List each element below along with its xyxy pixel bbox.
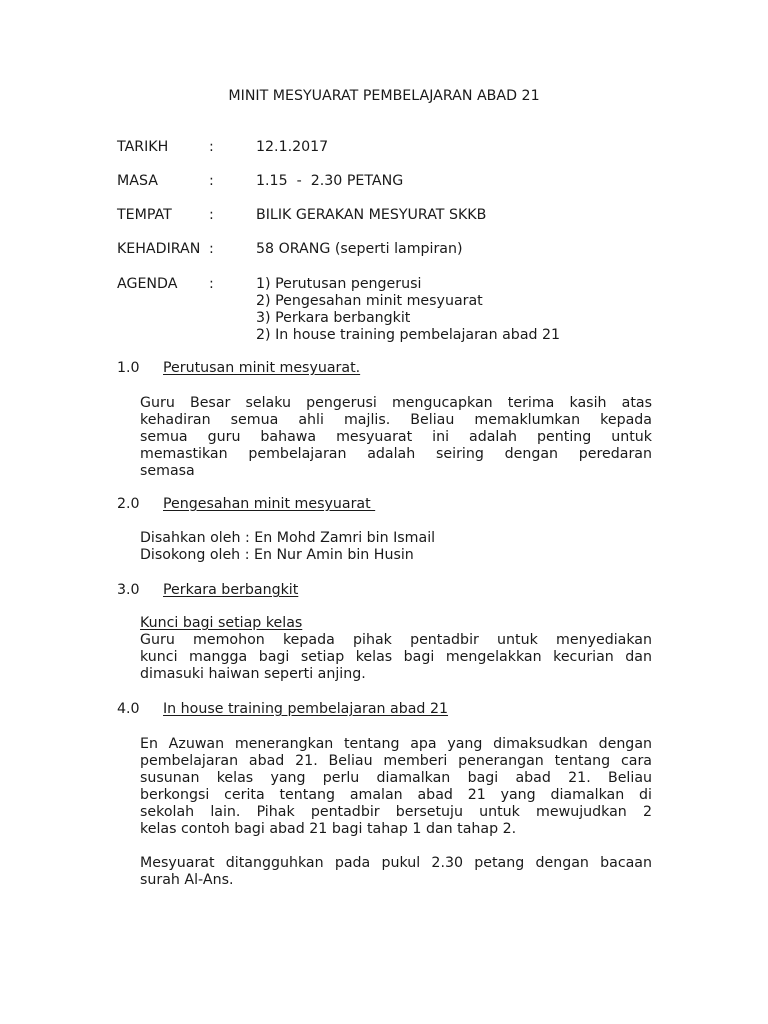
info-value: 1.15 - 2.30 PETANG: [256, 173, 404, 189]
section-number: 1.0: [117, 360, 140, 376]
info-row-tarikh: [117, 139, 677, 156]
paragraph-line: En Azuwan menerangkan tentang apa yang dimaksudkan dengan: [140, 736, 652, 752]
section-title: Perutusan minit mesyuarat.: [163, 360, 361, 376]
section-title: Perkara berbangkit: [163, 582, 299, 598]
info-row-kehadiran: [117, 241, 677, 258]
info-row-tempat: [117, 207, 677, 224]
paragraph-line: kelas contoh bagi abad 21 bagi tahap 1 dan tahap 2.: [140, 821, 517, 837]
info-value: 58 ORANG (seperti lampiran): [256, 241, 463, 257]
info-colon: :: [209, 207, 214, 223]
info-value: 12.1.2017: [256, 139, 329, 155]
section-number: 2.0: [117, 496, 140, 512]
paragraph-line: semua guru bahawa mesyuarat ini adalah penting untuk: [140, 429, 652, 445]
section-heading-4: [117, 701, 448, 718]
info-label: TEMPAT: [117, 207, 172, 223]
section-title: Pengesahan minit mesyuarat: [163, 496, 376, 512]
section-heading-3: [117, 582, 298, 599]
agenda-list: [256, 276, 560, 344]
section-1-paragraph: [140, 395, 652, 480]
info-colon: :: [209, 139, 214, 155]
info-colon: :: [209, 276, 214, 292]
info-row-masa: [117, 173, 677, 190]
paragraph-line: memastikan pembelajaran adalah seiring dengan peredaran: [140, 446, 652, 462]
info-label: MASA: [117, 173, 158, 189]
paragraph-line: Guru memohon kepada pihak pentadbir untuk menyediakan: [140, 632, 652, 648]
disokong-oleh: Disokong oleh : En Nur Amin bin Husin: [140, 547, 414, 563]
document-title: MINIT MESYUARAT PEMBELAJARAN ABAD 21: [228, 88, 540, 104]
paragraph-line: Mesyuarat ditangguhkan pada pukul 2.30 petang dengan bacaan: [140, 855, 652, 871]
agenda-item: 1) Perutusan pengerusi: [256, 276, 422, 292]
paragraph-line: kehadiran semua ahli majlis. Beliau memaklumkan kepada: [140, 412, 652, 428]
info-colon: :: [209, 241, 214, 257]
agenda-item: 3) Perkara berbangkit: [256, 310, 411, 326]
section-heading-2: [117, 496, 375, 513]
section-number: 3.0: [117, 582, 140, 598]
sub-heading-kunci: Kunci bagi setiap kelas: [140, 615, 303, 631]
section-number: 4.0: [117, 701, 140, 717]
section-4-paragraph: [140, 736, 652, 838]
disahkan-oleh: Disahkan oleh : En Mohd Zamri bin Ismail: [140, 530, 436, 546]
section-3-paragraph: [140, 632, 652, 683]
info-label: AGENDA: [117, 276, 178, 292]
closing-paragraph: [140, 855, 652, 889]
paragraph-line: berkongsi cerita tentang amalan abad 21 yang diamalkan di: [140, 787, 652, 803]
paragraph-line: kunci mangga bagi setiap kelas bagi mengelakkan kecurian dan: [140, 649, 652, 665]
info-value: BILIK GERAKAN MESYURAT SKKB: [256, 207, 487, 223]
section-title: In house training pembelajaran abad 21: [163, 701, 449, 717]
info-label: TARIKH: [117, 139, 169, 155]
paragraph-line: dimasuki haiwan seperti anjing.: [140, 666, 366, 682]
info-colon: :: [209, 173, 214, 189]
paragraph-line: susunan kelas yang perlu diamalkan bagi abad 21. Beliau: [140, 770, 652, 786]
section-heading-1: [117, 360, 360, 377]
paragraph-line: Guru Besar selaku pengerusi mengucapkan terima kasih atas: [140, 395, 652, 411]
paragraph-line: pembelajaran abad 21. Beliau memberi penerangan tentang cara: [140, 753, 652, 769]
paragraph-line: semasa: [140, 463, 195, 479]
agenda-item: 2) Pengesahan minit mesyuarat: [256, 293, 483, 309]
info-label: KEHADIRAN: [117, 241, 201, 257]
agenda-item: 2) In house training pembelajaran abad 21: [256, 327, 561, 343]
paragraph-line: surah Al-Ans.: [140, 872, 234, 888]
paragraph-line: sekolah lain. Pihak pentadbir bersetuju untuk mewujudkan 2: [140, 804, 652, 820]
